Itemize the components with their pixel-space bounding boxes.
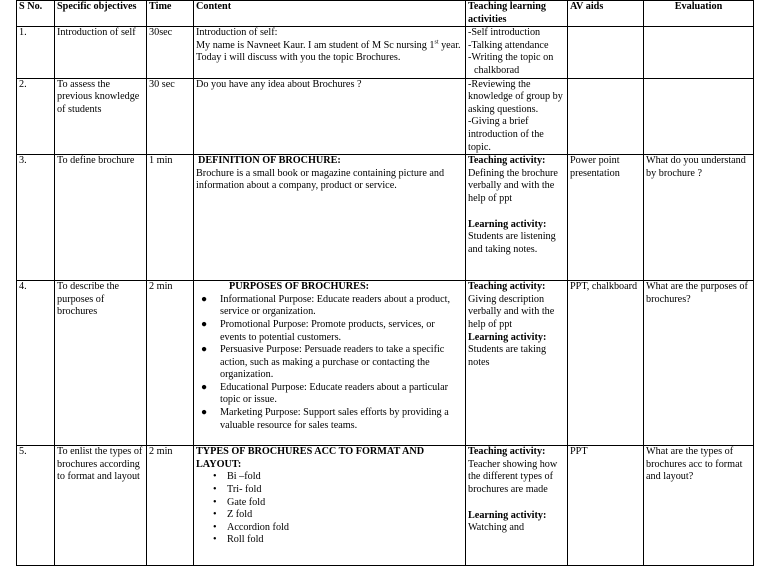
learning-activity-text: Watching and [468,522,525,534]
list-item: • Tri- fold [213,483,262,495]
table-row [17,78,754,155]
cell-sno: 2. [17,78,55,155]
cell-objective: To assess the previous knowledge of students [55,78,147,155]
cell-time: 30sec [147,27,194,78]
cell-evaluation: What do you understand by brochure ? [644,155,754,281]
cell-av-aids: PPT [568,446,644,566]
content-title: PURPOSES OF BROCHURES: [229,281,369,293]
cell-activities [466,281,568,446]
cell-content [194,27,466,78]
header-evaluation: Evaluation [644,1,754,27]
header-sno: S No. [17,1,55,27]
list-item: ● Educational Purpose: Educate readers about a particular topic or issue. [201,381,448,406]
cell-objective: Introduction of self [55,27,147,78]
list-item: • Bi –fold [213,471,261,483]
cell-av-aids [568,78,644,155]
table-row [17,155,754,281]
cell-activities [466,446,568,566]
list-item: ● Promotional Purpose: Promote products, services, or events to potential customers. [201,318,435,343]
table-row [17,27,754,78]
table-row [17,446,754,566]
teaching-activity-label: Teaching activity: [468,155,546,167]
teaching-activity-text: Teacher showing how the different types of brochures are made [468,458,558,495]
cell-sno: 4. [17,281,55,446]
content-title: DEFINITION OF BROCHURE: [198,155,341,167]
teaching-activity-text: Giving description verbally and with the help of ppt [468,293,555,330]
list-item: ● Persuasive Purpose: Persuade readers to take a specific action, such as making a purchase or contacting the organization. [201,344,445,381]
cell-objective: To define brochure [55,155,147,281]
content-text: My name is Navneet Kaur. I am student of M Sc nursing 1st year. Today i will discuss with you the topic Brochures. [196,39,461,64]
cell-av-aids: Power point presentation [568,155,644,281]
cell-av-aids: PPT, chalkboard [568,281,644,446]
table-row [17,281,754,446]
header-content: Content [194,1,466,27]
header-objectives: Specific objectives [55,1,147,27]
cell-time: 2 min [147,446,194,566]
learning-activity-text: Students are taking notes [468,344,547,368]
cell-content [194,281,466,446]
cell-time: 2 min [147,281,194,446]
header-activities: Teaching learning activities [466,1,568,27]
list-item: ● Marketing Purpose: Support sales efforts by providing a valuable resource for sales teams. [201,407,449,431]
cell-objective: To enlist the types of brochures according to format and layout [55,446,147,566]
header-time: Time [147,1,194,27]
cell-content [194,446,466,566]
teaching-activity-text: Defining the brochure verbally and with the help of ppt [468,167,558,204]
cell-content [194,155,466,281]
content-text: Brochure is a small book or magazine containing picture and information about a company, product or service. [196,167,445,192]
learning-activity-label: Learning activity: [468,218,547,230]
cell-activities [466,155,568,281]
cell-evaluation [644,27,754,78]
list-item: • Z fold [213,509,253,521]
teaching-activity-label: Teaching activity: [468,446,546,458]
learning-activity-text: Students are listening and taking notes. [468,231,556,255]
cell-evaluation: What are the purposes of brochures? [644,281,754,446]
cell-content: Do you have any idea about Brochures ? [194,78,466,155]
cell-time: 1 min [147,155,194,281]
cell-evaluation [644,78,754,155]
cell-activities: -Self introduction -Talking attendance -Writing the topic on chalkborad [466,27,568,78]
content-title: TYPES OF BROCHURES ACC TO FORMAT AND LAYOUT: [196,446,425,470]
types-list [196,471,463,547]
learning-activity-label: Learning activity: [468,331,547,343]
header-row [17,1,754,27]
cell-av-aids [568,27,644,78]
list-item: ● Informational Purpose: Educate readers about a product, service or organization. [201,293,450,318]
learning-activity-label: Learning activity: [468,509,547,521]
cell-activities: -Reviewing the knowledge of group by asking questions. -Giving a brief introduction of the topic. [466,78,568,155]
list-item: • Gate fold [213,496,266,508]
content-title: Introduction of self: [196,27,278,39]
lesson-plan-table [16,0,754,566]
purposes-list [196,294,463,433]
cell-sno: 3. [17,155,55,281]
cell-sno: 1. [17,27,55,78]
header-av-aids: AV aids [568,1,644,27]
cell-evaluation: What are the types of brochures acc to format and layout? [644,446,754,566]
cell-time: 30 sec [147,78,194,155]
cell-objective: To describe the purposes of brochures [55,281,147,446]
list-item: • Accordion fold [213,521,289,533]
teaching-activity-label: Teaching activity: [468,281,546,293]
cell-sno: 5. [17,446,55,566]
list-item: • Roll fold [213,534,264,546]
